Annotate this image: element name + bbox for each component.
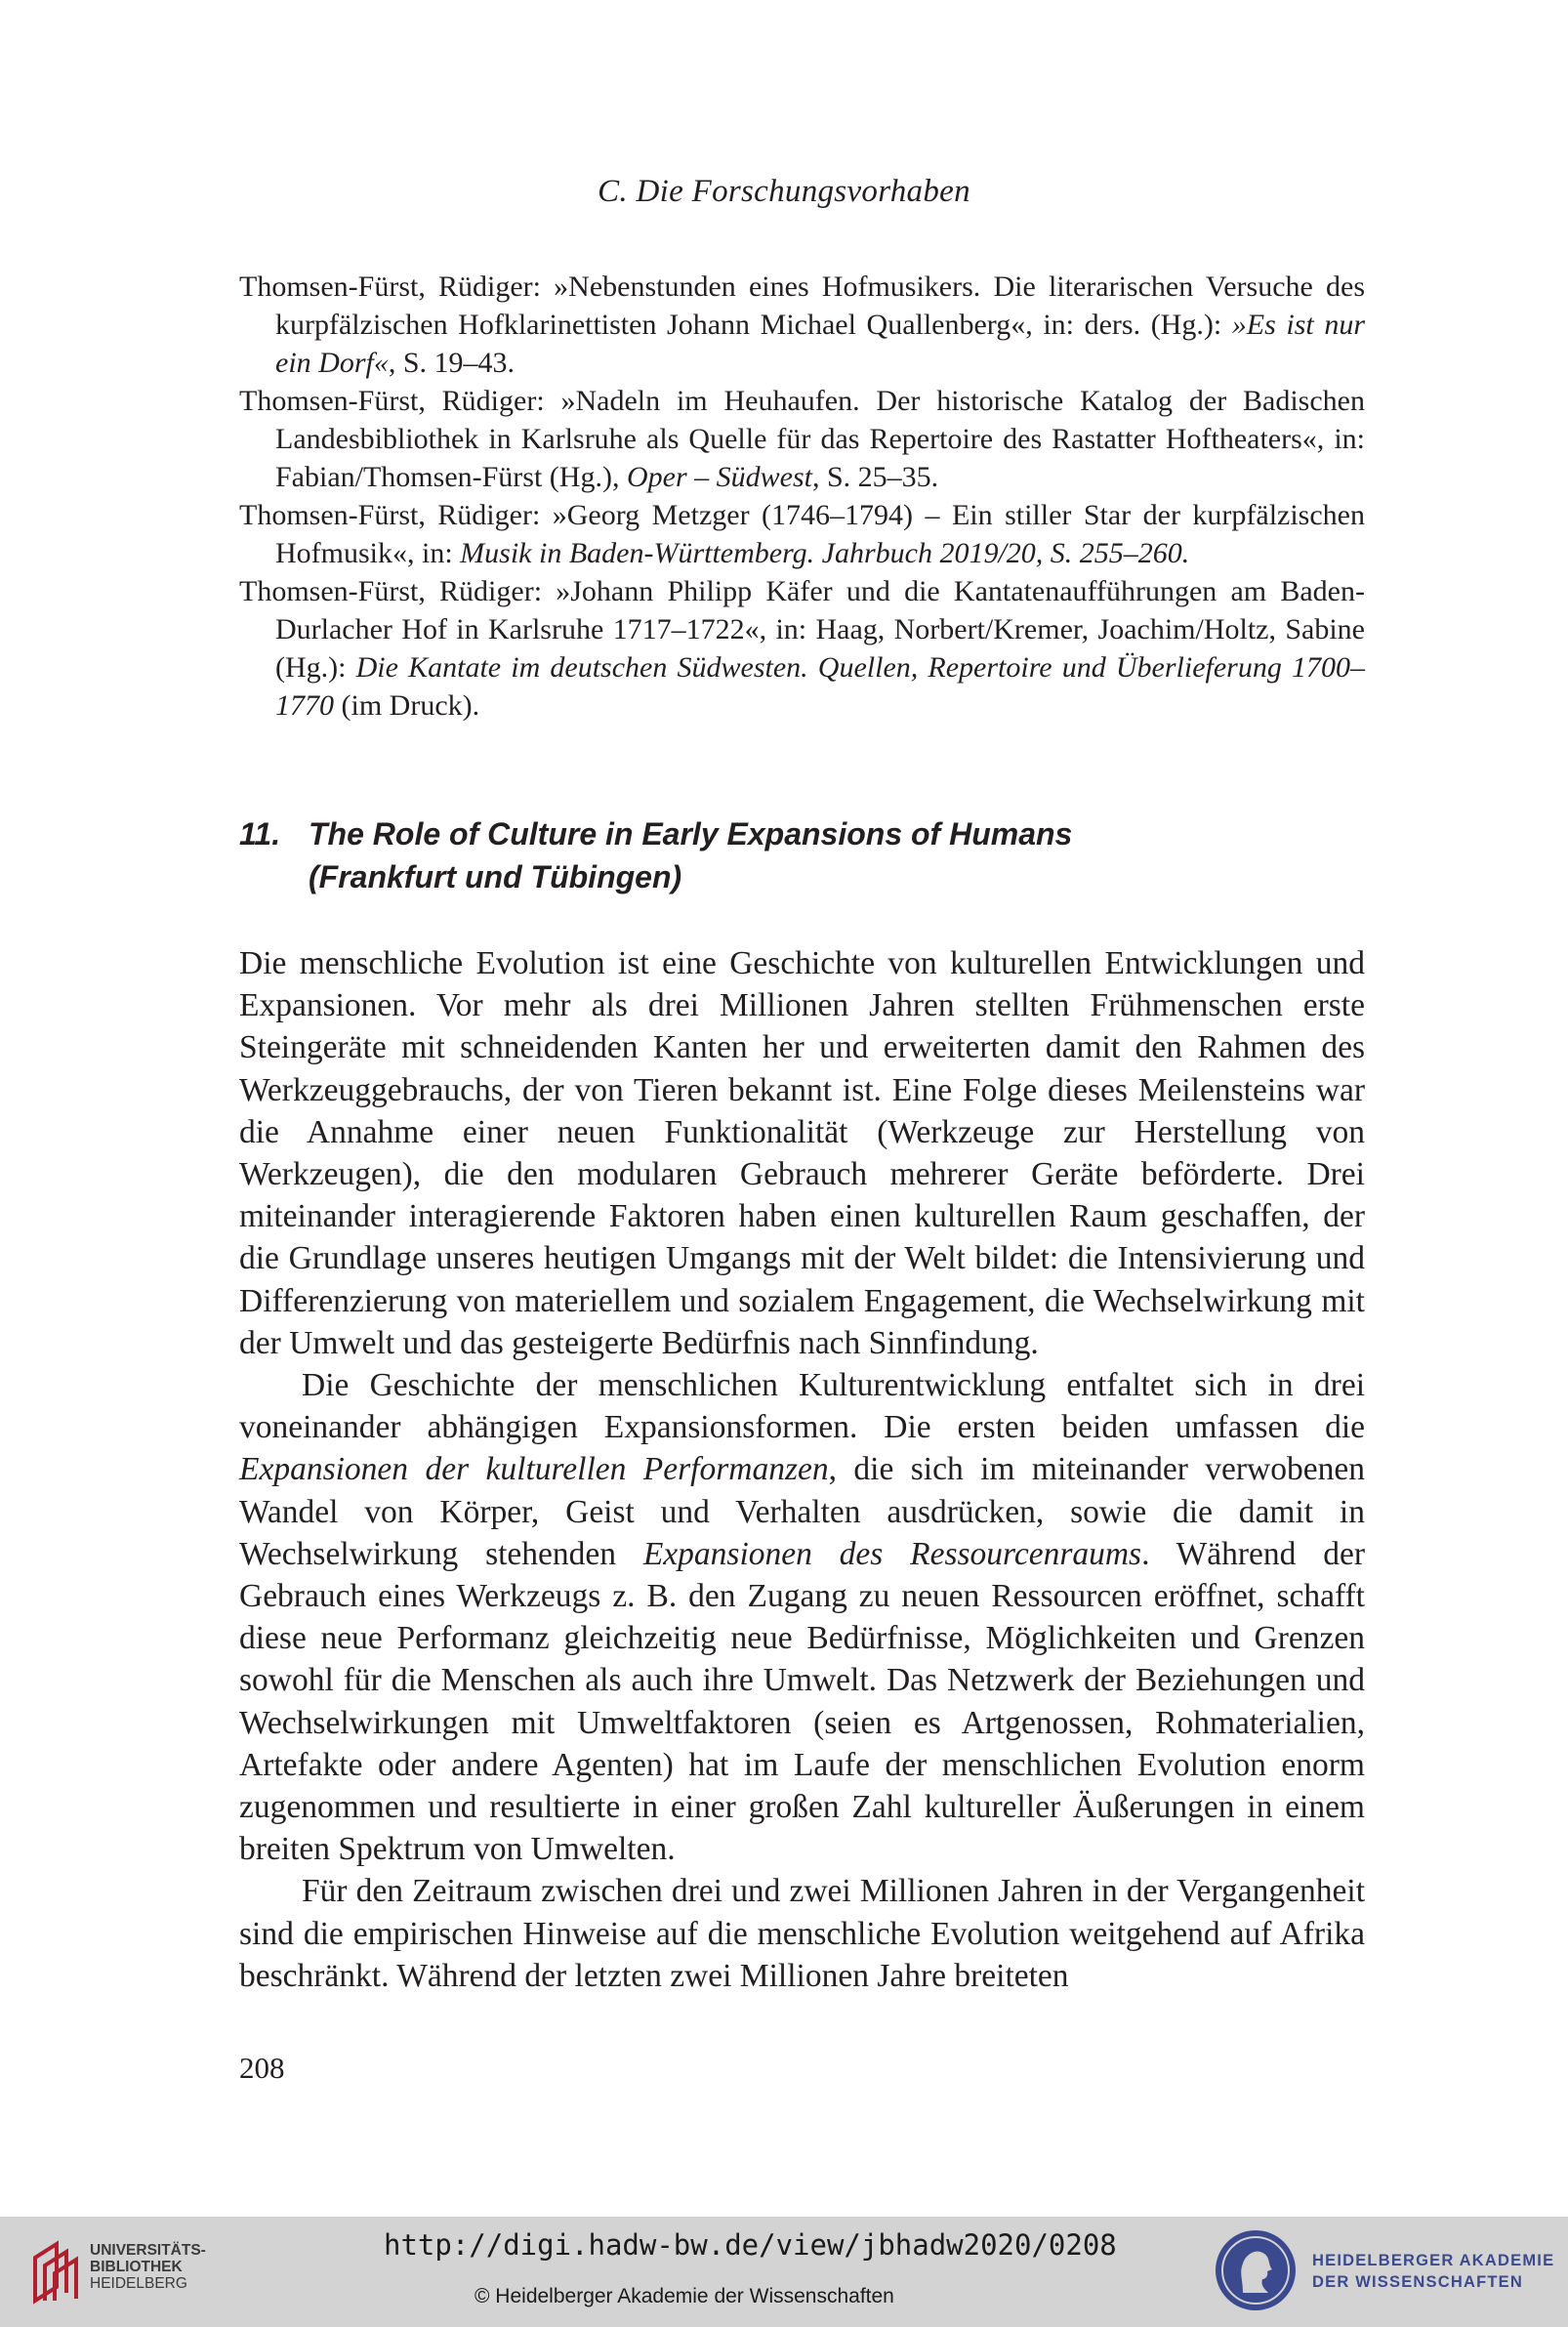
running-head: C. Die Forschungsvorhaben [598, 174, 970, 209]
paragraph: Die Geschichte der menschlichen Kulturentwicklung entfaltet sich in drei voneinander abhängigen Expansionsformen. Die ersten beiden umfassen die Expansionen der kulturellen Performanzen, die sich im miteinander verwobenen Wandel von Körper, Geist und Verhalten ausdrücken, sowie die damit in Wechselwirkung stehenden Expansionen des Ressourcenraums. Während der Gebrauch eines Werkzeugs z. B. den Zugang zu neuen Ressourcen eröffnet, schafft diese neue Performanz gleichzeitig neue Bedürfnisse, Möglichkeiten und Grenzen sowohl für die Menschen als auch ihre Umwelt. Das Netzwerk der Beziehungen und Wechselwirkungen mit Umweltfaktoren (seien es Artgenossen, Rohmaterialien, Artefakte oder andere Agenten) hat im Laufe der menschlichen Evolution enorm zugenommen und resultierte in einer großen Zahl kultureller Äußerungen in einem breiten Spektrum von Umwelten. [239, 1367, 1365, 1868]
bibliography-entry: Thomsen-Fürst, Rüdiger: »Johann Philipp Käfer und die Kantatenaufführungen am Baden-Durlacher Hof in Karlsruhe 1717–1722«, in: Haag, Norbert/Kremer, Joachim/Holtz, Sabine (Hg.): Die Kantate im deutschen Südwesten. Quellen, Repertoire und Überlieferung 1700–1770 (im Druck). [239, 575, 1366, 722]
section-number: 11. [239, 816, 281, 852]
bibliography-list [239, 268, 1365, 725]
book-stack-logo-icon [27, 2236, 86, 2306]
paragraph: Für den Zeitraum zwischen drei und zwei Millionen Jahren in der Vergangenheit sind die empirischen Hinweise auf die menschliche Evolution weitgehend auf Afrika beschränkt. Während der letzten zwei Millionen Jahre breiteten [239, 1873, 1365, 1994]
paragraph: Die menschliche Evolution ist eine Geschichte von kulturellen Entwicklungen und Expansionen. Vor mehr als drei Millionen Jahren stellten Frühmenschen erste Steingeräte mit schneidenden Kanten her und erweiterten damit den Rahmen des Werkzeuggebrauchs, der von Tieren bekannt ist. Eine Folge dieses Meilensteins war die Annahme einer neuen Funktionalität (Werkzeuge zur Herstellung von Werkzeugen), die den modularen Gebrauch mehrerer Geräte beförderte. Drei miteinander interagierende Faktoren haben einen kulturellen Raum geschaffen, der die Grundlage unseres heutigen Umgangs mit der Welt bildet: die Intensivierung und Differenzierung von materiellem und sozialem Engagement, die Wechselwirkung mit der Umwelt und das gesteigerte Bedürfnis nach Sinnfindung. [239, 945, 1365, 1361]
permalink-url[interactable]: http://digi.hadw-bw.de/view/jbhadw2020/0208 [384, 2228, 1117, 2262]
page-number: 208 [239, 2051, 285, 2085]
academy-logo-text: HEIDELBERGER AKADEMIE DER WISSENSCHAFTEN [1312, 2252, 1555, 2291]
profile-seal-icon [1214, 2228, 1298, 2312]
section-title-line2: (Frankfurt und Tübingen) [309, 859, 682, 894]
section-title-line1: The Role of Culture in Early Expansions of Humans [309, 816, 1073, 852]
bibliography-entry: Thomsen-Fürst, Rüdiger: »Nebenstunden eines Hofmusikers. Die literarischen Versuche des kurpfälzischen Hofklarinettisten Johann Michael Quallenberg«, in: ders. (Hg.): »Es ist nur ein Dorf«, S. 19–43. [239, 270, 1365, 379]
copyright-notice: © Heidelberger Akademie der Wissenschaften [475, 2285, 894, 2307]
footer-bar [0, 2217, 1568, 2327]
body-text [239, 942, 1365, 1997]
bibliography-entry: Thomsen-Fürst, Rüdiger: »Nadeln im Heuhaufen. Der historische Katalog der Badischen Landesbibliothek in Karlsruhe als Quelle für das Repertoire des Rastatter Hoftheaters«, in: Fabian/Thomsen-Fürst (Hg.), Oper – Südwest, S. 25–35. [239, 385, 1365, 493]
library-logo-text: UNIVERSITÄTS- BIBLIOTHEK HEIDELBERG [90, 2242, 206, 2292]
section-heading [239, 812, 1365, 898]
bibliography-entry: Thomsen-Fürst, Rüdiger: »Georg Metzger (1746–1794) – Ein stiller Star der kurpfälzischen Hofmusik«, in: Musik in Baden-Württemberg. Jahrbuch 2019/20, S. 255–260. [239, 499, 1365, 569]
